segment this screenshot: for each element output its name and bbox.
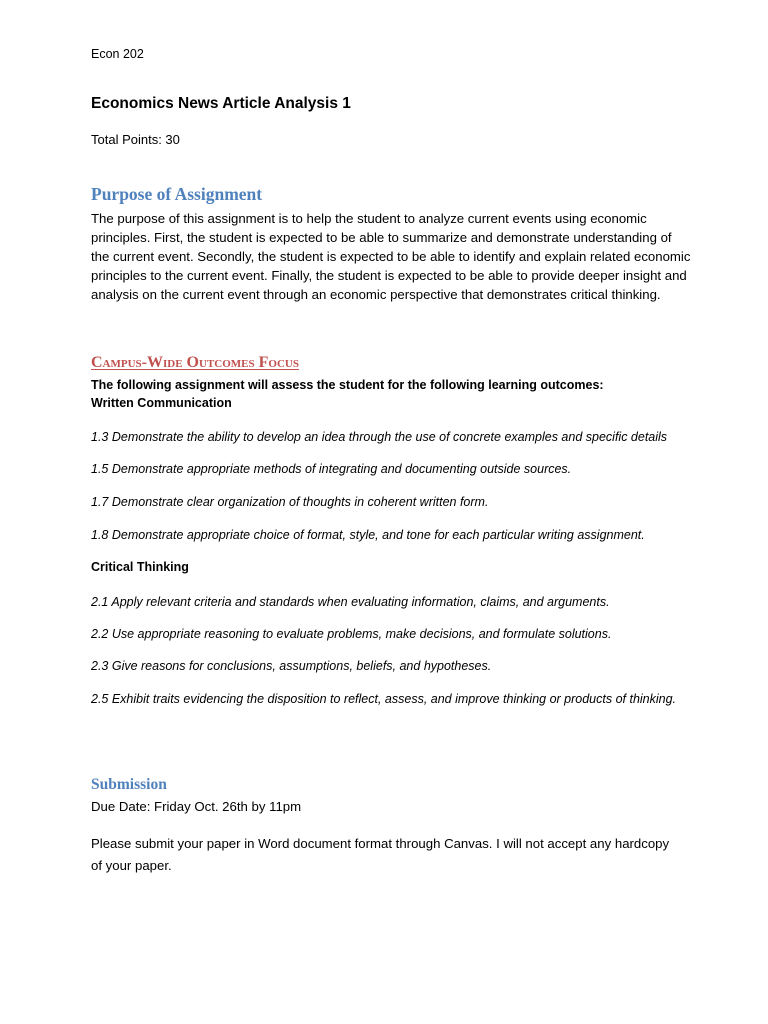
total-points: Total Points: 30 <box>91 132 180 147</box>
submission-instructions: Please submit your paper in Word document format through Canvas. I will not accept any hardcopy of your paper. <box>91 836 670 873</box>
document-title: Economics News Article Analysis 1 <box>91 95 351 112</box>
purpose-heading: Purpose of Assignment <box>91 184 263 204</box>
course-code: Econ 202 <box>91 47 144 61</box>
outcome-item: 2.5 Exhibit traits evidencing the disposition to reflect, assess, and improve thinking or products of thinking. <box>91 692 677 706</box>
outcome-item: 1.7 Demonstrate clear organization of thoughts in coherent written form. <box>91 495 489 509</box>
outcome-item: 1.3 Demonstrate the ability to develop an idea through the use of concrete examples and specific details <box>91 430 668 444</box>
purpose-paragraph: The purpose of this assignment is to help the student to analyze current events using economic principles. First, the student is expected to be able to summarize and demonstrate understanding of the current event. Secondly, the student is expected to be able to identify and explain related economic principles to the current event. Finally, the student is expected to be able to provide deeper insight and analysis on the current event through an economic perspective that demonstrates critical thinking. <box>91 211 691 302</box>
written-communication-heading: Written Communication <box>91 396 232 410</box>
outcome-item: 2.1 Apply relevant criteria and standards when evaluating information, claims, and arguments. <box>91 595 610 609</box>
outcome-item: 2.2 Use appropriate reasoning to evaluate problems, make decisions, and formulate solutions. <box>91 627 612 641</box>
outcome-item: 1.5 Demonstrate appropriate methods of integrating and documenting outside sources. <box>91 462 572 476</box>
outcomes-heading: Campus-Wide Outcomes Focus <box>91 354 299 371</box>
submission-heading: Submission <box>91 776 167 793</box>
outcomes-intro: The following assignment will assess the student for the following learning outcomes: <box>91 378 604 392</box>
due-date: Due Date: Friday Oct. 26th by 11pm <box>91 799 302 814</box>
critical-thinking-heading: Critical Thinking <box>91 560 189 574</box>
outcome-item: 1.8 Demonstrate appropriate choice of format, style, and tone for each particular writing assignment. <box>91 528 645 542</box>
outcome-item: 2.3 Give reasons for conclusions, assumptions, beliefs, and hypotheses. <box>91 659 492 673</box>
